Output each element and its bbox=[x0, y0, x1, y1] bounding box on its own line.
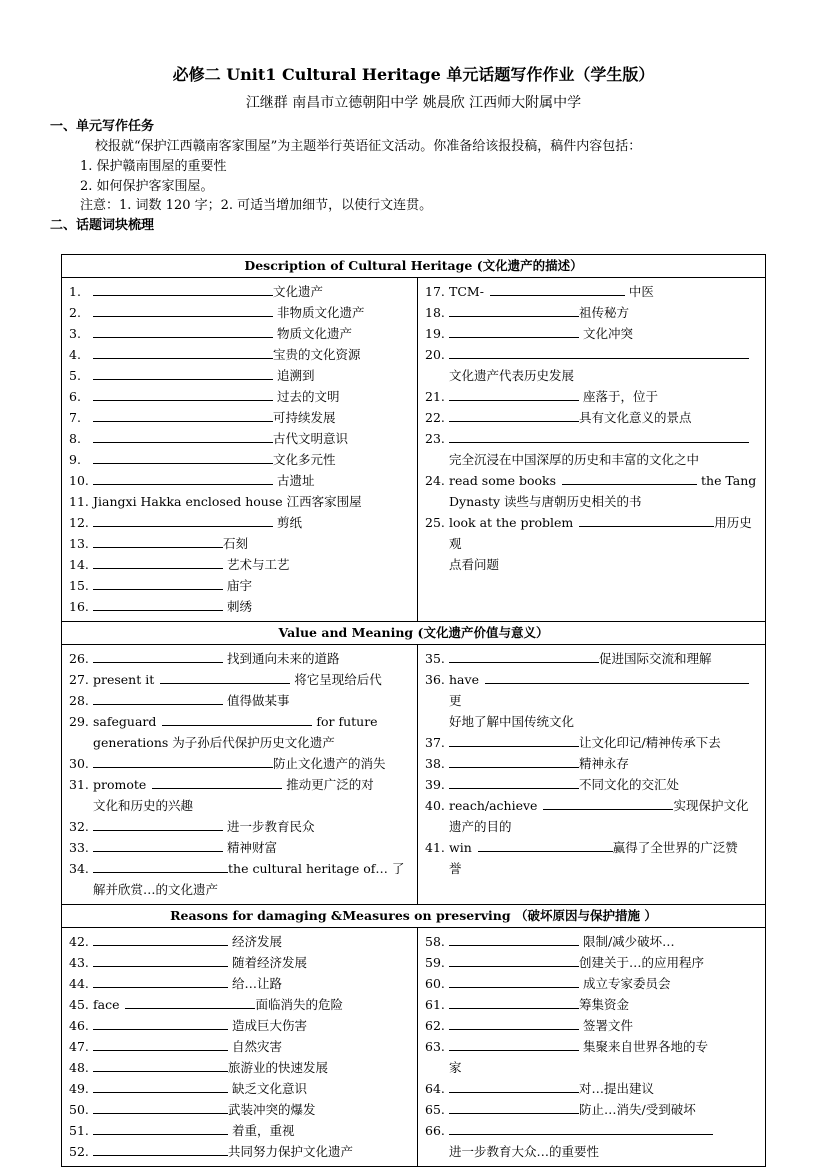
item-meaning: 让文化印记/精神传承下去 bbox=[579, 735, 721, 750]
item-number: 34. bbox=[69, 861, 89, 876]
item-continuation: Dynasty 读些与唐朝历史相关的书 bbox=[449, 494, 642, 509]
section2-heading: 二、话题词块梳理 bbox=[50, 218, 155, 233]
vocab-item bbox=[69, 858, 411, 900]
item-number: 12. bbox=[69, 515, 89, 530]
answer-blank[interactable] bbox=[93, 1079, 228, 1093]
item-number: 52. bbox=[69, 1144, 89, 1159]
vocab-item bbox=[69, 323, 411, 344]
vocab-item bbox=[69, 711, 411, 753]
vocab-item bbox=[425, 648, 759, 669]
item-meaning: 成立专家委员会 bbox=[579, 976, 671, 991]
item-number: 35. bbox=[425, 651, 445, 666]
answer-blank[interactable] bbox=[449, 649, 599, 663]
item-meaning: 中医 bbox=[624, 284, 654, 299]
answer-blank[interactable] bbox=[449, 1121, 713, 1135]
item-number: 17. bbox=[425, 284, 445, 299]
vocab-item bbox=[69, 753, 411, 774]
item-prefix: win bbox=[449, 840, 472, 855]
answer-blank[interactable] bbox=[93, 691, 223, 705]
page-title: 必修二 Unit1 Cultural Heritage 单元话题写作作业（学生版） bbox=[172, 65, 655, 84]
item-meaning: 缺乏文化意识 bbox=[228, 1081, 307, 1096]
vocab-item bbox=[425, 795, 759, 837]
item-meaning: 古代文明意识 bbox=[273, 431, 349, 446]
item-prefix: have bbox=[449, 672, 479, 687]
answer-blank[interactable] bbox=[162, 712, 312, 726]
answer-blank[interactable] bbox=[93, 932, 228, 946]
answer-blank[interactable] bbox=[93, 859, 228, 873]
answer-blank[interactable] bbox=[93, 387, 273, 401]
answer-blank[interactable] bbox=[93, 838, 223, 852]
vocab-item bbox=[425, 774, 759, 795]
answer-blank[interactable] bbox=[93, 817, 223, 831]
vocab-item bbox=[425, 386, 759, 407]
vocab-item bbox=[69, 973, 411, 994]
answer-blank[interactable] bbox=[485, 670, 749, 684]
item-meaning: 物质文化遗产 bbox=[273, 326, 352, 341]
item-number: 26. bbox=[69, 651, 89, 666]
item-meaning: 集聚来自世界各地的专 bbox=[579, 1039, 708, 1054]
item-meaning: 文化遗产 bbox=[273, 284, 324, 299]
item-continuation: 文化和历史的兴趣 bbox=[93, 798, 194, 813]
vocab-item bbox=[425, 952, 759, 973]
item-meaning: 进一步教育民众 bbox=[223, 819, 315, 834]
item-meaning: 限制/减少破坏… bbox=[579, 934, 675, 949]
vocab-item bbox=[425, 344, 759, 386]
vocab-item bbox=[425, 669, 759, 732]
item-number: 58. bbox=[425, 934, 445, 949]
item-number: 18. bbox=[425, 305, 445, 320]
answer-blank[interactable] bbox=[93, 408, 273, 422]
item-prefix: promote bbox=[93, 777, 147, 792]
answer-blank[interactable] bbox=[490, 282, 625, 296]
item-meaning: 追溯到 bbox=[273, 368, 315, 383]
item-meaning: the cultural heritage of… 了 bbox=[228, 861, 405, 876]
vocab-item bbox=[425, 470, 759, 512]
item-number: 42. bbox=[69, 934, 89, 949]
item-number: 44. bbox=[69, 976, 89, 991]
group-column-left bbox=[62, 645, 417, 904]
task-point-1: 1. 保护赣南围屋的重要性 bbox=[80, 159, 227, 174]
answer-blank[interactable] bbox=[449, 1037, 579, 1051]
item-number: 28. bbox=[69, 693, 89, 708]
answer-blank[interactable] bbox=[160, 670, 290, 684]
item-prefix: safeguard bbox=[93, 714, 157, 729]
item-continuation: generations 为子孙后代保护历史文化遗产 bbox=[93, 735, 335, 750]
item-prefix: face bbox=[93, 997, 120, 1012]
vocab-item bbox=[69, 774, 411, 816]
answer-blank[interactable] bbox=[449, 408, 579, 422]
vocab-item bbox=[425, 407, 759, 428]
item-number: 37. bbox=[425, 735, 445, 750]
vocab-item bbox=[69, 994, 411, 1015]
item-meaning: 剪纸 bbox=[273, 515, 302, 530]
vocab-item bbox=[425, 837, 759, 879]
answer-blank[interactable] bbox=[449, 303, 579, 317]
item-continuation: 文化遗产代表历史发展 bbox=[449, 368, 575, 383]
answer-blank[interactable] bbox=[93, 1058, 228, 1072]
item-meaning: 刺绣 bbox=[223, 599, 252, 614]
item-prefix: Jiangxi Hakka enclosed house 江西客家围屋 bbox=[93, 494, 362, 509]
item-meaning: 值得做某事 bbox=[223, 693, 290, 708]
item-continuation: 家 bbox=[449, 1060, 462, 1075]
answer-blank[interactable] bbox=[93, 1142, 228, 1156]
item-number: 50. bbox=[69, 1102, 89, 1117]
item-continuation: 点看问题 bbox=[449, 557, 500, 572]
answer-blank[interactable] bbox=[449, 345, 749, 359]
answer-blank[interactable] bbox=[449, 429, 749, 443]
vocab-item bbox=[425, 1120, 759, 1162]
item-meaning: 用历史观 bbox=[449, 515, 752, 551]
item-meaning: 座落于，位于 bbox=[579, 389, 658, 404]
item-number: 23. bbox=[425, 431, 445, 446]
vocab-item bbox=[69, 470, 411, 491]
vocab-item bbox=[69, 816, 411, 837]
answer-blank[interactable] bbox=[93, 345, 273, 359]
answer-blank[interactable] bbox=[93, 450, 273, 464]
answer-blank[interactable] bbox=[93, 471, 273, 485]
item-meaning: 更 bbox=[449, 693, 462, 708]
answer-blank[interactable] bbox=[93, 597, 223, 611]
item-prefix: read some books bbox=[449, 473, 557, 488]
item-meaning: 签署文件 bbox=[579, 1018, 633, 1033]
item-meaning: 实现保护文化 bbox=[673, 798, 749, 813]
item-number: 29. bbox=[69, 714, 89, 729]
item-number: 48. bbox=[69, 1060, 89, 1075]
item-meaning: 过去的文明 bbox=[273, 389, 340, 404]
vocab-item bbox=[425, 1078, 759, 1099]
item-meaning: 庙宇 bbox=[223, 578, 252, 593]
item-number: 21. bbox=[425, 389, 445, 404]
answer-blank[interactable] bbox=[93, 534, 223, 548]
item-meaning: the Tang bbox=[697, 473, 757, 488]
item-number: 59. bbox=[425, 955, 445, 970]
vocab-item bbox=[425, 1015, 759, 1036]
vocab-item bbox=[69, 365, 411, 386]
item-meaning: 对…提出建议 bbox=[579, 1081, 655, 1096]
vocab-item bbox=[69, 1057, 411, 1078]
vocab-item bbox=[425, 753, 759, 774]
item-number: 3. bbox=[69, 326, 81, 341]
answer-blank[interactable] bbox=[93, 754, 273, 768]
item-continuation: 遗产的目的 bbox=[449, 819, 512, 834]
item-meaning: 武装冲突的爆发 bbox=[228, 1102, 316, 1117]
item-meaning: 找到通向未来的道路 bbox=[223, 651, 340, 666]
item-number: 49. bbox=[69, 1081, 89, 1096]
answer-blank[interactable] bbox=[449, 754, 579, 768]
item-meaning: 具有文化意义的景点 bbox=[579, 410, 692, 425]
item-number: 7. bbox=[69, 410, 81, 425]
item-number: 5. bbox=[69, 368, 81, 383]
item-number: 63. bbox=[425, 1039, 445, 1054]
item-meaning: 给…让路 bbox=[228, 976, 282, 991]
item-number: 4. bbox=[69, 347, 81, 362]
vocab-item bbox=[69, 669, 411, 690]
item-number: 41. bbox=[425, 840, 445, 855]
task-point-2: 2. 如何保护客家围屋。 bbox=[80, 179, 214, 194]
item-number: 66. bbox=[425, 1123, 445, 1138]
item-meaning: 赢得了全世界的广泛赞 bbox=[612, 840, 738, 855]
group-column-right bbox=[418, 928, 765, 1166]
item-meaning: 不同文化的交汇处 bbox=[579, 777, 680, 792]
item-prefix: reach/achieve bbox=[449, 798, 538, 813]
answer-blank[interactable] bbox=[449, 932, 579, 946]
item-number: 45. bbox=[69, 997, 89, 1012]
answer-blank[interactable] bbox=[125, 995, 255, 1009]
answer-blank[interactable] bbox=[93, 974, 228, 988]
vocab-item bbox=[69, 491, 411, 512]
task-note: 注意：1. 词数 120 字；2. 可适当增加细节，以使行文连贯。 bbox=[80, 198, 433, 213]
item-meaning: 面临消失的危险 bbox=[255, 997, 343, 1012]
vocab-item bbox=[69, 1099, 411, 1120]
item-number: 39. bbox=[425, 777, 445, 792]
item-meaning: 旅游业的快速发展 bbox=[228, 1060, 329, 1075]
item-meaning: 宝贵的文化资源 bbox=[273, 347, 361, 362]
item-meaning: 可持续发展 bbox=[273, 410, 336, 425]
item-number: 51. bbox=[69, 1123, 89, 1138]
vocab-item bbox=[69, 344, 411, 365]
answer-blank[interactable] bbox=[449, 1016, 579, 1030]
item-continuation: 解并欣赏…的文化遗产 bbox=[93, 882, 219, 897]
vocab-item bbox=[425, 732, 759, 753]
item-meaning: 着重，重视 bbox=[228, 1123, 295, 1138]
vocab-item bbox=[69, 575, 411, 596]
vocab-item bbox=[69, 1120, 411, 1141]
item-meaning: 随着经济发展 bbox=[228, 955, 307, 970]
answer-blank[interactable] bbox=[449, 1079, 579, 1093]
answer-blank[interactable] bbox=[449, 974, 579, 988]
item-number: 43. bbox=[69, 955, 89, 970]
vocab-item bbox=[425, 1099, 759, 1120]
answer-blank[interactable] bbox=[152, 775, 282, 789]
vocab-item bbox=[69, 690, 411, 711]
group-heading: Value and Meaning (文化遗产价值与意义） bbox=[62, 622, 766, 645]
answer-blank[interactable] bbox=[93, 1121, 228, 1135]
answer-blank[interactable] bbox=[449, 953, 579, 967]
item-number: 10. bbox=[69, 473, 89, 488]
item-meaning: 文化多元性 bbox=[273, 452, 336, 467]
answer-blank[interactable] bbox=[449, 775, 579, 789]
vocab-item bbox=[69, 648, 411, 669]
item-number: 36. bbox=[425, 672, 445, 687]
item-continuation: 誉 bbox=[449, 861, 462, 876]
vocab-item bbox=[69, 302, 411, 323]
item-number: 32. bbox=[69, 819, 89, 834]
answer-blank[interactable] bbox=[562, 471, 697, 485]
answer-blank[interactable] bbox=[93, 649, 223, 663]
item-number: 20. bbox=[425, 347, 445, 362]
item-number: 33. bbox=[69, 840, 89, 855]
vocab-item bbox=[69, 1015, 411, 1036]
vocab-item bbox=[425, 994, 759, 1015]
vocab-item bbox=[69, 449, 411, 470]
group-heading: Description of Cultural Heritage (文化遗产的描述） bbox=[62, 255, 766, 278]
item-number: 15. bbox=[69, 578, 89, 593]
item-number: 31. bbox=[69, 777, 89, 792]
item-number: 40. bbox=[425, 798, 445, 813]
item-meaning: 防止…消失/受到破坏 bbox=[579, 1102, 696, 1117]
answer-blank[interactable] bbox=[93, 366, 273, 380]
vocab-item bbox=[69, 596, 411, 617]
answer-blank[interactable] bbox=[449, 733, 579, 747]
item-number: 2. bbox=[69, 305, 81, 320]
item-number: 62. bbox=[425, 1018, 445, 1033]
answer-blank[interactable] bbox=[449, 387, 579, 401]
item-number: 27. bbox=[69, 672, 89, 687]
item-meaning: 文化冲突 bbox=[579, 326, 633, 341]
item-prefix: TCM- bbox=[449, 284, 484, 299]
vocab-item bbox=[425, 931, 759, 952]
group-column-right bbox=[418, 645, 765, 883]
item-meaning: 创建关于…的应用程序 bbox=[579, 955, 705, 970]
group-column-left bbox=[62, 928, 417, 1166]
vocab-item bbox=[69, 512, 411, 533]
item-number: 24. bbox=[425, 473, 445, 488]
item-meaning: 祖传秘方 bbox=[579, 305, 630, 320]
answer-blank[interactable] bbox=[93, 555, 223, 569]
item-meaning: 推动更广泛的对 bbox=[282, 777, 374, 792]
item-number: 47. bbox=[69, 1039, 89, 1054]
vocab-table bbox=[61, 254, 766, 1167]
answer-blank[interactable] bbox=[93, 576, 223, 590]
item-number: 19. bbox=[425, 326, 445, 341]
task-intro: 校报就“保护江西赣南客家围屋”为主题举行英语征文活动。你准备给该报投稿，稿件内容包括： bbox=[95, 139, 642, 154]
authors-line: 江继群 南昌市立德朝阳中学 姚晨欣 江西师大附属中学 bbox=[245, 95, 582, 111]
answer-blank[interactable] bbox=[93, 1100, 228, 1114]
answer-blank[interactable] bbox=[93, 429, 273, 443]
item-number: 6. bbox=[69, 389, 81, 404]
item-number: 13. bbox=[69, 536, 89, 551]
vocab-item bbox=[69, 1036, 411, 1057]
vocab-item bbox=[425, 323, 759, 344]
item-number: 16. bbox=[69, 599, 89, 614]
item-meaning: 自然灾害 bbox=[228, 1039, 282, 1054]
item-number: 60. bbox=[425, 976, 445, 991]
item-prefix: look at the problem bbox=[449, 515, 574, 530]
vocab-item bbox=[69, 281, 411, 302]
vocab-item bbox=[425, 428, 759, 470]
item-number: 64. bbox=[425, 1081, 445, 1096]
answer-blank[interactable] bbox=[449, 324, 579, 338]
item-meaning: 古遗址 bbox=[273, 473, 315, 488]
answer-blank[interactable] bbox=[543, 796, 673, 810]
item-meaning: 精神财富 bbox=[223, 840, 277, 855]
item-prefix: present it bbox=[93, 672, 155, 687]
answer-blank[interactable] bbox=[93, 303, 273, 317]
vocab-item bbox=[69, 837, 411, 858]
vocab-item bbox=[69, 407, 411, 428]
item-meaning: 筹集资金 bbox=[579, 997, 630, 1012]
item-meaning: 共同努力保护文化遗产 bbox=[228, 1144, 354, 1159]
vocab-item bbox=[69, 1078, 411, 1099]
section1-heading: 一、单元写作任务 bbox=[50, 119, 155, 134]
answer-blank[interactable] bbox=[93, 282, 273, 296]
vocab-item bbox=[69, 931, 411, 952]
item-meaning: 非物质文化遗产 bbox=[273, 305, 365, 320]
item-number: 1. bbox=[69, 284, 81, 299]
vocab-item bbox=[69, 533, 411, 554]
item-meaning: 石刻 bbox=[223, 536, 249, 551]
item-meaning: 促进国际交流和理解 bbox=[599, 651, 712, 666]
vocab-item bbox=[69, 428, 411, 449]
item-meaning: for future bbox=[312, 714, 378, 729]
item-number: 38. bbox=[425, 756, 445, 771]
answer-blank[interactable] bbox=[93, 1037, 228, 1051]
item-number: 30. bbox=[69, 756, 89, 771]
vocab-item bbox=[425, 1036, 759, 1078]
item-number: 22. bbox=[425, 410, 445, 425]
vocab-item bbox=[69, 1141, 411, 1162]
vocab-item bbox=[69, 554, 411, 575]
answer-blank[interactable] bbox=[93, 513, 273, 527]
answer-blank[interactable] bbox=[93, 324, 273, 338]
answer-blank[interactable] bbox=[449, 995, 579, 1009]
vocab-item bbox=[425, 302, 759, 323]
answer-blank[interactable] bbox=[478, 838, 613, 852]
group-heading: Reasons for damaging &Measures on preserving （破坏原因与保护措施 ） bbox=[62, 905, 766, 928]
item-continuation: 好地了解中国传统文化 bbox=[449, 714, 575, 729]
answer-blank[interactable] bbox=[93, 1016, 228, 1030]
item-number: 65. bbox=[425, 1102, 445, 1117]
item-continuation: 进一步教育大众…的重要性 bbox=[449, 1144, 600, 1159]
item-number: 25. bbox=[425, 515, 445, 530]
group-column-right bbox=[418, 278, 765, 579]
item-number: 61. bbox=[425, 997, 445, 1012]
item-meaning: 造成巨大伤害 bbox=[228, 1018, 307, 1033]
item-number: 9. bbox=[69, 452, 81, 467]
answer-blank[interactable] bbox=[93, 953, 228, 967]
answer-blank[interactable] bbox=[449, 1100, 579, 1114]
item-number: 14. bbox=[69, 557, 89, 572]
vocab-item bbox=[425, 512, 759, 575]
item-continuation: 完全沉浸在中国深厚的历史和丰富的文化之中 bbox=[449, 452, 700, 467]
vocab-item bbox=[425, 281, 759, 302]
group-column-left bbox=[62, 278, 417, 621]
item-number: 11. bbox=[69, 494, 89, 509]
item-number: 46. bbox=[69, 1018, 89, 1033]
vocab-item bbox=[69, 952, 411, 973]
vocab-item bbox=[69, 386, 411, 407]
item-number: 8. bbox=[69, 431, 81, 446]
item-meaning: 精神永存 bbox=[579, 756, 630, 771]
item-meaning: 艺术与工艺 bbox=[223, 557, 290, 572]
item-meaning: 防止文化遗产的消失 bbox=[273, 756, 386, 771]
answer-blank[interactable] bbox=[579, 513, 714, 527]
vocab-item bbox=[425, 973, 759, 994]
item-meaning: 经济发展 bbox=[228, 934, 282, 949]
item-meaning: 将它呈现给后代 bbox=[290, 672, 382, 687]
